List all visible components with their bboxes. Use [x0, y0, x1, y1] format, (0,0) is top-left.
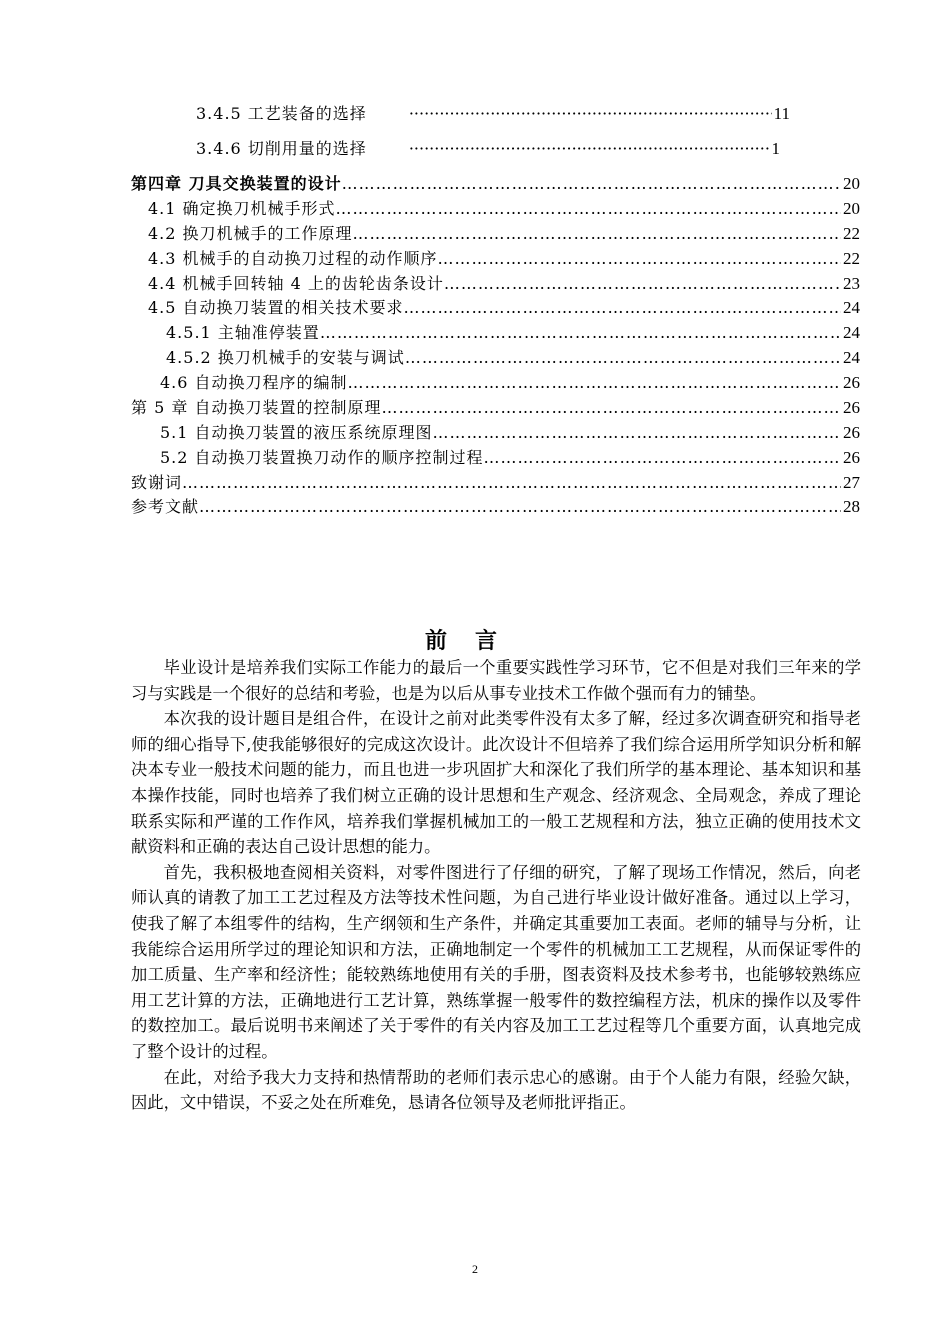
toc-entry-page: 20	[843, 199, 860, 218]
toc-entry-label: 4.5.1 主轴准停装置	[166, 323, 320, 342]
toc-entry-label: 4.2 换刀机械手的工作原理	[148, 224, 353, 243]
toc-entry[interactable]	[196, 101, 790, 124]
toc-entry-page: 23	[843, 274, 860, 293]
toc-leader-dots	[405, 348, 841, 367]
toc-entry[interactable]	[160, 445, 860, 468]
toc-entry[interactable]	[166, 345, 860, 368]
toc-entry[interactable]	[131, 470, 860, 493]
preface-paragraph: 毕业设计是培养我们实际工作能力的最后一个重要实践性学习环节，它不但是对我们三年来的学习与实践是一个很好的总结和考验，也是为以后从事专业技术工作做个强而有力的铺垫。	[131, 658, 861, 703]
toc-entry-page: 27	[843, 473, 860, 492]
toc-entry[interactable]	[131, 395, 860, 418]
toc-entry-label: 3.4.5 工艺装备的选择	[196, 104, 367, 123]
toc-entry[interactable]	[131, 171, 860, 194]
toc-entry-label: 4.5.2 换刀机械手的安装与调试	[166, 348, 405, 367]
toc-entry-label: 第四章 刀具交换装置的设计	[131, 174, 342, 193]
toc-entry[interactable]	[148, 271, 860, 294]
toc-entry-page: 24	[843, 298, 860, 317]
toc-entry-page: 11	[773, 104, 790, 123]
toc-entry-label: 5.2 自动换刀装置换刀动作的顺序控制过程	[160, 448, 484, 467]
preface-paragraph: 在此，对给予我大力支持和热情帮助的老师们表示忠心的感谢。由于个人能力有限，经验欠缺，因此，文中错误，不妥之处在所难免，恳请各位领导及老师批评指正。	[131, 1067, 861, 1113]
toc-entry-page: 24	[843, 323, 860, 342]
toc-entry-label: 4.5 自动换刀装置的相关技术要求	[148, 298, 404, 317]
toc-leader-dots	[409, 104, 772, 123]
toc-leader-dots	[199, 497, 841, 516]
toc-entry[interactable]	[160, 370, 860, 393]
toc-entry[interactable]	[148, 221, 860, 244]
toc-leader-dots	[484, 448, 841, 467]
preface-paragraph: 首先，我积极地查阅相关资料，对零件图进行了仔细的研究，了解了现场工作情况，然后，向老师认真的请教了加工工艺过程及方法等技术性问题，为自己进行毕业设计做好准备。通过以上学习，使我了解了本组零件的结构，生产纲领和生产条件，并确定其重要加工表面。老师的辅导与分析，让我能综合运用所学过的理论知识和方法，正确地制定一个零件的机械加工工艺规程，从而保证零件的加工质量、生产率和经济性；能较熟练地使用有关的手册，图表资料及技术参考书，也能够较熟练应用工艺计算的方法，正确地进行工艺计算，熟练掌握一般零件的数控编程方法，机床的操作以及零件的数控加工。最后说明书来阐述了关于零件的有关内容及加工工艺过程等几个重要方面，认真地完成了整个设计的过程。	[131, 862, 861, 1061]
toc-entry-page: 1	[771, 139, 780, 158]
toc-entry-page: 26	[843, 423, 860, 442]
toc-entry[interactable]	[196, 136, 780, 159]
preface-title: 前言	[424, 628, 525, 654]
toc-entry-label: 4.6 自动换刀程序的编制	[160, 373, 348, 392]
toc-leader-dots	[353, 224, 841, 243]
toc-leader-dots	[409, 139, 770, 158]
toc-entry-label: 致谢词	[131, 473, 183, 492]
toc-leader-dots	[320, 323, 841, 342]
toc-entry-label: 3.4.6 切削用量的选择	[196, 139, 367, 158]
toc-leader-dots	[404, 298, 841, 317]
toc-entry[interactable]	[160, 420, 860, 443]
toc-entry-label: 第 5 章 自动换刀装置的控制原理	[131, 398, 382, 417]
toc-entry-page: 22	[843, 224, 860, 243]
toc-entry[interactable]	[166, 320, 860, 343]
toc-entry[interactable]	[148, 246, 860, 269]
toc-leader-dots	[342, 174, 841, 193]
preface-body	[131, 655, 861, 1116]
toc-leader-dots	[444, 274, 841, 293]
page-number: 2	[472, 1262, 478, 1276]
toc-leader-dots	[438, 249, 841, 268]
toc-entry-label: 4.4 机械手回转轴 4 上的齿轮齿条设计	[148, 274, 444, 293]
preface-paragraph: 本次我的设计题目是组合件，在设计之前对此类零件没有太多了解，经过多次调查研究和指导老师的细心指导下,使我能够很好的完成这次设计。此次设计不但培养了我们综合运用所学知识分析和解决本专业一般技术问题的能力，而且也进一步巩固扩大和深化了我们所学的基本理论、基本知识和基本操作技能，同时也培养了我们树立正确的设计思想和生产观念、经济观念、全局观念，养成了理论联系实际和严谨的工作作风，培养我们掌握机械加工的一般工艺规程和方法，独立正确的使用技术文献资料和正确的表达自己设计思想的能力。	[131, 709, 861, 857]
toc-entry[interactable]	[131, 494, 860, 517]
toc-leader-dots	[348, 373, 841, 392]
toc-entry[interactable]	[148, 196, 860, 219]
toc-entry-page: 28	[843, 497, 860, 516]
toc-entry-label: 4.3 机械手的自动换刀过程的动作顺序	[148, 249, 438, 268]
toc-leader-dots	[182, 473, 841, 492]
toc-entry-label: 参考文献	[131, 497, 200, 516]
toc-leader-dots	[381, 398, 841, 417]
toc-leader-dots	[433, 423, 841, 442]
toc-entry-label: 5.1 自动换刀装置的液压系统原理图	[160, 423, 433, 442]
toc-entry-page: 20	[843, 174, 860, 193]
toc-entry-page: 26	[843, 398, 860, 417]
toc-entry[interactable]	[148, 295, 860, 318]
toc-entry-label: 4.1 确定换刀机械手形式	[148, 199, 336, 218]
toc-entry-page: 22	[843, 249, 860, 268]
toc-entry-page: 26	[843, 373, 860, 392]
toc-leader-dots	[336, 199, 841, 218]
toc-entry-page: 26	[843, 448, 860, 467]
toc-entry-page: 24	[843, 348, 860, 367]
